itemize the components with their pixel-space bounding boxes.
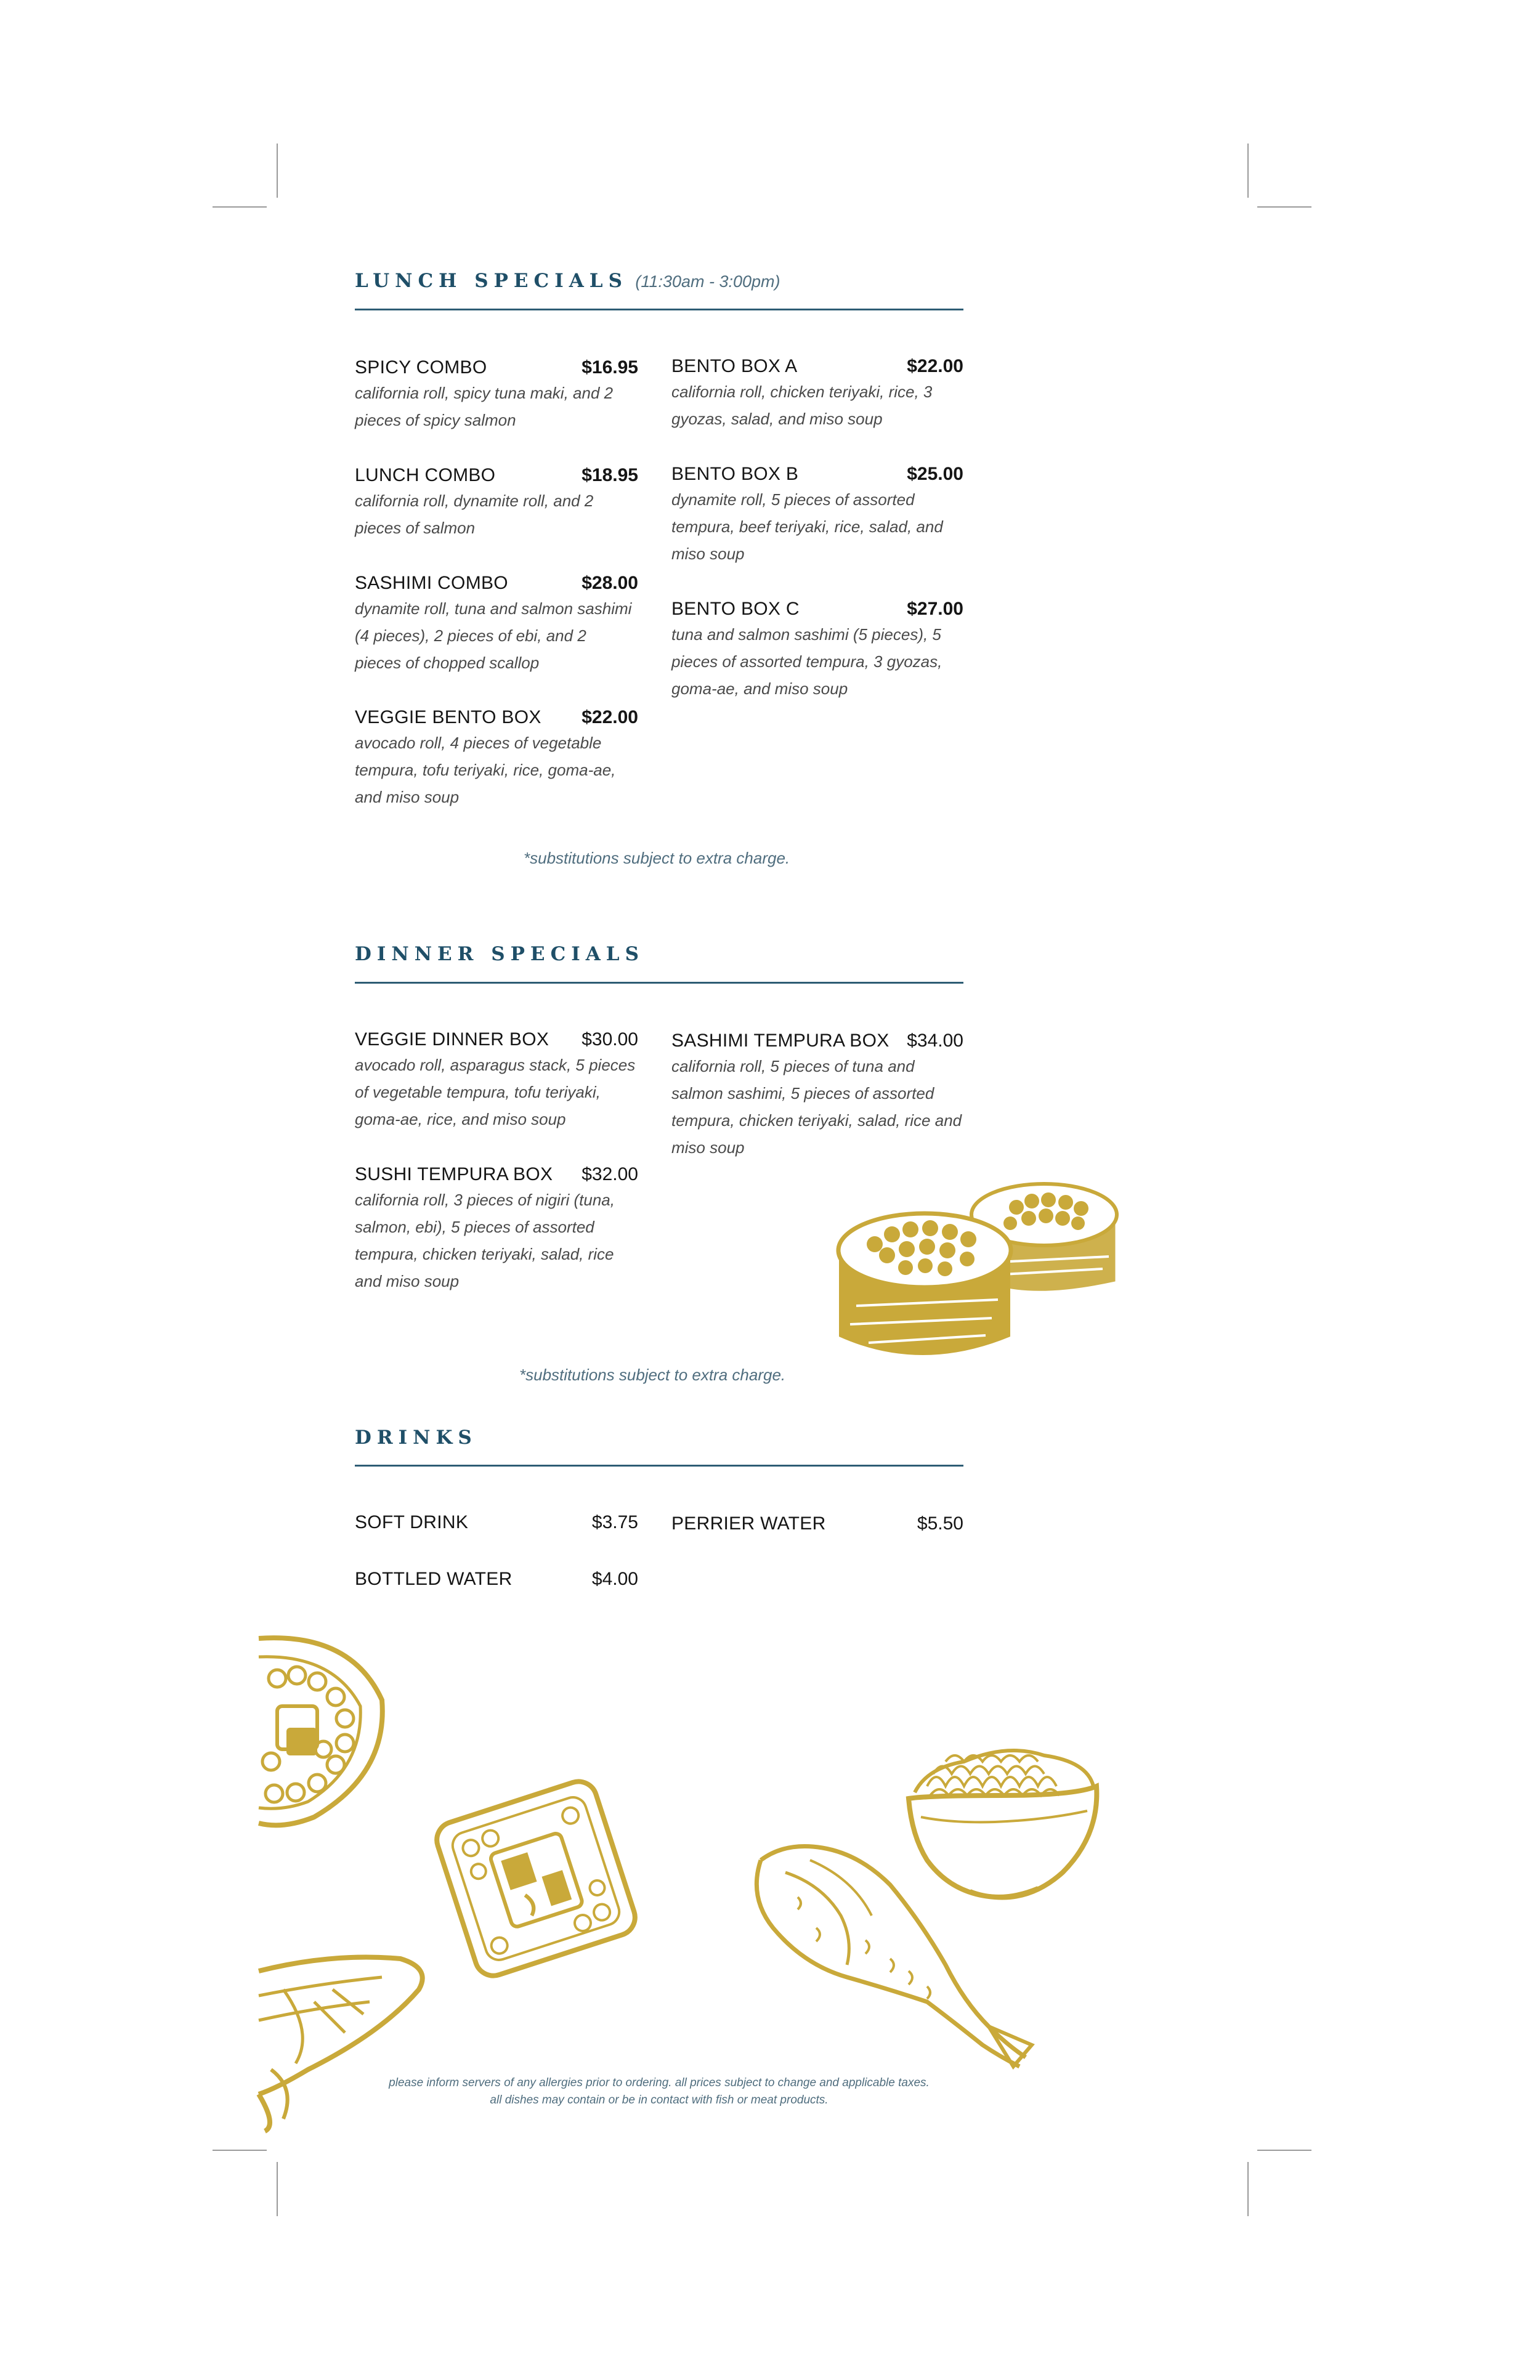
crop-mark: [213, 206, 267, 208]
section-title: DINNER SPECIALS: [355, 943, 644, 965]
item-price: $5.50: [917, 1513, 963, 1534]
menu-item: [671, 1030, 963, 1161]
section-title: DRINKS: [355, 1427, 477, 1449]
menu-item: [355, 707, 638, 811]
section-title: LUNCH SPECIALS: [355, 270, 628, 292]
item-price: $32.00: [582, 1164, 638, 1184]
footer-line: all dishes may contain or be in contact with fish or meat products.: [490, 2094, 829, 2107]
menu-item: [671, 356, 963, 432]
item-name: SOFT DRINK: [355, 1512, 469, 1532]
section-divider: [355, 309, 963, 310]
menu-item: [671, 599, 963, 702]
item-name: PERRIER WATER: [671, 1513, 826, 1534]
item-description: california roll, chicken teriyaki, rice, 3 gyozas, salad, and miso soup: [671, 382, 933, 428]
item-name: SASHIMI TEMPURA BOX: [671, 1030, 890, 1051]
item-price: $28.00: [582, 573, 638, 593]
drink-item: [355, 1569, 638, 1590]
item-description: avocado roll, asparagus stack, 5 pieces of vegetable tempura, tofu teriyaki, goma-ae, rice, and miso soup: [355, 1056, 636, 1128]
item-price: $30.00: [582, 1029, 638, 1050]
footer-line: please inform servers of any allergies prior to ordering. all prices subject to change and applicable taxes.: [389, 2076, 930, 2089]
item-price: $22.00: [582, 707, 638, 727]
crop-mark: [1247, 144, 1249, 198]
item-name: LUNCH COMBO: [355, 465, 496, 485]
section-divider: [355, 1465, 963, 1467]
noodle-bowl-icon: [902, 1718, 1100, 1903]
item-price: $3.75: [591, 1512, 638, 1532]
item-price: $16.95: [582, 357, 638, 378]
crop-mark: [213, 2150, 267, 2151]
item-description: dynamite roll, 5 pieces of assorted tempura, beef teriyaki, rice, salad, and miso soup: [671, 490, 943, 563]
item-description: california roll, 3 pieces of nigiri (tuna, salmon, ebi), 5 pieces of assorted tempura, chicken teriyaki, salad, rice and miso soup: [355, 1191, 615, 1290]
crop-mark: [277, 2162, 278, 2216]
item-name: SASHIMI COMBO: [355, 573, 508, 593]
crop-mark: [277, 144, 278, 198]
dinner-section-header: [355, 943, 963, 965]
item-name: BENTO BOX A: [671, 356, 798, 376]
substitution-note: *substitutions subject to extra charge.: [524, 849, 790, 867]
drink-item: [355, 1512, 638, 1533]
item-price: $25.00: [907, 464, 963, 484]
item-description: california roll, 5 pieces of tuna and salmon sashimi, 5 pieces of assorted tempura, chicken teriyaki, salad, rice and miso soup: [671, 1057, 962, 1157]
item-name: SUSHI TEMPURA BOX: [355, 1164, 553, 1184]
menu-item: [355, 1164, 638, 1295]
item-name: VEGGIE BENTO BOX: [355, 707, 541, 727]
substitution-note: *substitutions subject to extra charge.: [519, 1366, 786, 1384]
maki-roll-icon: [259, 1632, 388, 1836]
item-name: BENTO BOX C: [671, 599, 800, 619]
item-description: tuna and salmon sashimi (5 pieces), 5 pieces of assorted tempura, 3 gyozas, goma-ae, and miso soup: [671, 625, 942, 698]
crop-mark: [1247, 2162, 1249, 2216]
lunch-section-header: [355, 270, 963, 292]
lunch-hours: (11:30am - 3:00pm): [635, 272, 780, 291]
item-name: BENTO BOX B: [671, 464, 799, 484]
drink-item: [671, 1513, 963, 1534]
allergy-disclaimer: [355, 2074, 963, 2109]
menu-item: [355, 1029, 638, 1133]
item-price: $18.95: [582, 465, 638, 485]
menu-item: [355, 465, 638, 541]
square-maki-icon: [428, 1774, 644, 1983]
gunkan-roe-sushi-icon: [832, 1170, 1127, 1374]
menu-item: [355, 357, 638, 434]
item-price: $22.00: [907, 356, 963, 376]
item-name: VEGGIE DINNER BOX: [355, 1029, 549, 1050]
section-divider: [355, 982, 963, 984]
item-description: dynamite roll, tuna and salmon sashimi (4 pieces), 2 pieces of ebi, and 2 pieces of chopped scallop: [355, 599, 632, 672]
item-description: avocado roll, 4 pieces of vegetable tempura, tofu teriyaki, rice, goma-ae, and miso soup: [355, 734, 616, 806]
menu-item: [671, 464, 963, 567]
item-name: SPICY COMBO: [355, 357, 487, 378]
crop-mark: [1257, 2150, 1311, 2151]
menu-item: [355, 573, 638, 676]
item-price: $34.00: [907, 1030, 963, 1051]
item-description: california roll, spicy tuna maki, and 2 pieces of spicy salmon: [355, 384, 614, 429]
item-name: BOTTLED WATER: [355, 1569, 513, 1589]
item-price: $27.00: [907, 599, 963, 619]
item-price: $4.00: [591, 1569, 638, 1589]
crop-mark: [1257, 206, 1311, 208]
drinks-section-header: [355, 1427, 963, 1449]
item-description: california roll, dynamite roll, and 2 pieces of salmon: [355, 492, 594, 537]
